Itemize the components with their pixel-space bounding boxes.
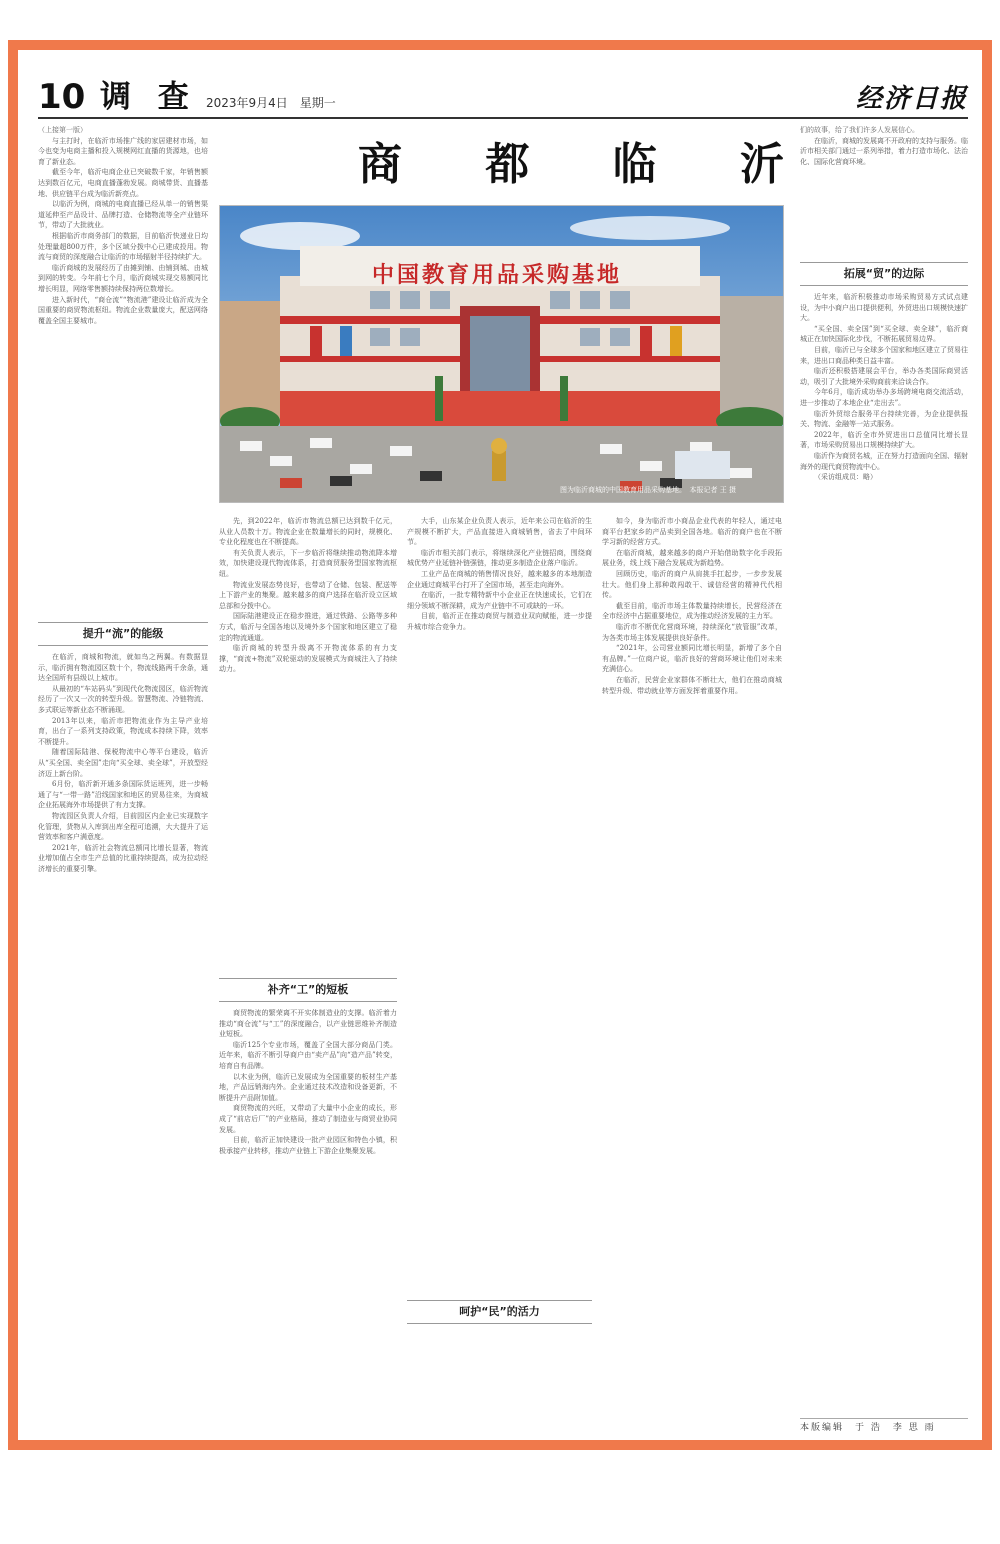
text-column-3 [219,516,397,976]
paragraph: 临沂外贸综合服务平台持续完善，为企业提供报关、物流、金融等一站式服务。 [800,409,968,429]
text-column-6 [602,516,782,1432]
subhead-liu: 提升“流”的能级 [38,622,208,646]
paragraph: 2013年以来，临沂市把物流业作为主导产业培育，出台了一系列支持政策，物流成本持续下降，效率不断提升。 [38,716,208,746]
paragraph: 2021年，临沂社会物流总额同比增长显著，物流业增加值占全市生产总值的比重持续提高，成为拉动经济增长的重要引擎。 [38,843,208,873]
paragraph: 目前，临沂正加快建设一批产业园区和特色小镇，积极承接产业转移，推动产业链上下游企业集聚发展。 [219,1136,397,1155]
paragraph: 近年来，临沂积极推动市场采购贸易方式试点建设，为中小商户出口提供便利，外贸进出口规模快速扩大。 [800,293,968,323]
paragraph: 临沂商城的发展经历了由摊到铺、由铺到城、由城到网的转变。今年前七个月，临沂商城实现交易额同比增长明显，网络零售额持续保持两位数增长。 [38,263,208,293]
text-column-7a [800,125,968,255]
paragraph: 商贸物流的兴旺，又带动了大量中小企业的成长，形成了“前店后厂”的产业格局，推动了制造业与商贸业协同发展。 [219,1104,397,1134]
paragraph: 工业产品在商城的销售情况良好，越来越多的本地制造企业通过商城平台打开了全国市场，甚至走向海外。 [407,569,592,589]
paragraph: 临沂商城的转型升级离不开物流体系的有力支撑，“商流+物流”双轮驱动的发展模式为商城注入了持续动力。 [219,644,397,674]
paragraph: 6月份，临沂新开通多条国际货运班列，进一步畅通了与“一带一路”沿线国家和地区的贸易往来，为商城企业拓展海外市场提供了有力支撑。 [38,780,208,810]
paragraph: 有关负责人表示，下一步临沂将继续推动物流降本增效，加快建设现代物流体系，打造商贸服务型国家物流枢纽。 [219,548,397,578]
paragraph: 临沂125个专业市场，覆盖了全国大部分商品门类。近年来，临沂不断引导商户由“卖产品”向“造产品”转变，培育自有品牌。 [219,1040,397,1070]
paragraph: 随着国际陆港、保税物流中心等平台建设，临沂从“买全国、卖全国”走向“买全球、卖全球”，开放型经济迈上新台阶。 [38,748,208,778]
paragraph: 根据临沂市商务部门的数据，目前临沂快递业日均处理量超800万件，多个区域分拨中心已建成投用。物流与商贸的深度融合让临沂的市场辐射半径持续扩大。 [38,231,208,262]
paragraph: 在临沂，一批专精特新中小企业正在快速成长，它们在细分领域不断深耕，成为产业链中不可或缺的一环。 [407,591,592,610]
header-rule [38,117,968,119]
paragraph: 进入新时代，“商仓流”“物流港”建设让临沂成为全国重要的商贸物流枢纽。物流企业数量庞大，配送网络覆盖全国主要城市。 [38,295,208,325]
paragraph: 今年6月，临沂成功举办多场跨境电商交流活动，进一步推动了本地企业“走出去”。 [800,388,968,407]
paragraph: “2021年，公司营业额同比增长明显，新增了多个自有品牌。”一位商户说，临沂良好的营商环境让他们对未来充满信心。 [602,644,782,674]
photo-illustration [220,206,783,502]
subhead-mao: 拓展“贸”的边际 [800,262,968,286]
text-column-2 [38,652,208,1432]
paragraph: 在临沂，商城的发展离不开政府的支持与服务。临沂市相关部门通过一系列举措，着力打造市场化、法治化、国际化营商环境。 [800,136,968,166]
paragraph: 物流业发展态势良好，也带动了仓储、包装、配送等上下游产业的集聚。越来越多的商户选择在临沂设立区域总部和分拨中心。 [219,580,397,610]
photo-caption: 图为临沂商城的中国教育用品采购基地。 本报记者 王 摄 [560,486,736,494]
subhead-gong: 补齐“工”的短板 [219,978,397,1002]
text-column-7b [800,292,968,1412]
section-title: 调 查 [100,79,197,115]
paragraph: “买全国、卖全国”到“买全球、卖全球”，临沂商城正在加快国际化步伐，不断拓展贸易边界。 [800,324,968,344]
paragraph: 2022年，临沂全市外贸进出口总值同比增长显著，市场采购贸易出口规模持续扩大。 [800,430,968,450]
paragraph: 临沂还积极搭建展会平台，举办各类国际商贸活动，吸引了大批境外采购商前来洽谈合作。 [800,367,968,386]
paragraph: 在临沂商城，越来越多的商户开始借助数字化手段拓展业务，线上线下融合发展成为新趋势。 [602,548,782,568]
paragraph: 从最初的“车站码头”到现代化物流园区，临沂物流经历了一次又一次的转型升级。智慧物流、冷链物流、多式联运等新业态不断涌现。 [38,684,208,714]
paragraph: 国际陆港建设正在稳步推进，通过铁路、公路等多种方式，临沂与全国各地以及境外多个国家和地区建立了稳定的物流通道。 [219,612,397,642]
page-header [38,78,968,116]
paragraph: 临沂市不断优化营商环境，持续深化“放管服”改革，为各类市场主体发展提供良好条件。 [602,622,782,642]
newspaper-masthead: 经济日报 [855,84,968,114]
photo-building-sign: 中国教育用品采购基地 [371,263,622,288]
subhead-min: 呵护“民”的活力 [407,1300,592,1324]
paragraph: 临沂作为商贸名城，正在努力打造面向全国、辐射海外的现代商贸物流中心。 [800,451,968,471]
editor-byline: 本版编辑 于 浩 李 思 雨 [800,1418,968,1437]
paragraph: 商贸物流的繁荣离不开实体制造业的支撑。临沂着力推动“商仓流”与“工”的深度融合，以产业链思维补齐制造业短板。 [219,1009,397,1039]
market-photo [219,205,784,503]
paragraph: 截至目前，临沂市场主体数量持续增长，民营经济在全市经济中占据重要地位，成为推动经济发展的主力军。 [602,601,782,621]
issue-date: 2023年9月4日 星期一 [206,96,336,110]
paragraph: 以木业为例，临沂已发展成为全国重要的板材生产基地，产品远销海内外。企业通过技术改造和设备更新，不断提升产品附加值。 [219,1072,397,1102]
paragraph: 与主打时，在临沂市场推广线的家居建材市场，如今也变为电商主播和投入规模网红直播的货源地，也培育了新业态。 [38,136,208,166]
paragraph: 在临沂，民营企业家群体不断壮大，他们在推动商城转型升级、带动就业等方面发挥着重要作用。 [602,675,782,695]
paragraph: 大手，山东某企业负责人表示，近年来公司在临沂的生产规模不断扩大，产品直接进入商城销售，省去了中间环节。 [407,517,592,547]
paragraph: 回顾历史，临沂的商户从肩挑手扛起步，一步步发展壮大。他们身上那种敢闯敢干、诚信经营的精神代代相传。 [602,569,782,600]
continuation-note: （上接第一版） [38,126,87,134]
paragraph: （采访组成员：略） [814,473,877,482]
paragraph: 们的故事，给了我们许多人发展信心。 [800,126,919,134]
paragraph: 以临沂为例，商城的电商直播已经从单一的销售渠道延伸至产品设计、品牌打造、仓储物流等全产业链环节，带动了大批就业。 [38,200,208,230]
paragraph: 目前，临沂已与全球多个国家和地区建立了贸易往来，进出口商品种类日益丰富。 [800,345,968,365]
paragraph: 先，到2022年，临沂市物流总额已达到数千亿元，从业人员数十万。物流企业在数量增长的同时，规模化、专业化程度也在不断提高。 [219,517,397,547]
paragraph: 如今，身为临沂市小商品企业代表的年轻人，通过电商平台把家乡的产品卖到全国各地。临沂的商户也在不断学习新的经营方式。 [602,517,782,547]
article-title: 商 都 临 沂 [358,139,818,190]
paragraph: 截至今年，临沂电商企业已突破数千家，年销售额达到数百亿元，电商直播蓬勃发展。商城带货、直播基地、供应链平台成为临沂新亮点。 [38,168,208,198]
text-column-1 [38,125,208,622]
page-number: 10 [38,77,86,117]
text-column-5 [407,516,592,1296]
text-column-4 [219,1008,397,1432]
paragraph: 临沂市相关部门表示，将继续深化产业链招商，围绕商城优势产业延链补链强链，推动更多制造企业落户临沂。 [407,548,592,568]
paragraph: 在临沂，商城和物流，就如鸟之两翼。有数据显示，临沂拥有物流园区数十个，物流线路两千余条，通达全国所有县级以上城市。 [38,653,208,683]
paragraph: 物流园区负责人介绍，目前园区内企业已实现数字化管理，货物从入库到出库全程可追溯，大大提升了运营效率和客户满意度。 [38,811,208,842]
paragraph: 目前，临沂正在推动商贸与制造业双向赋能，进一步提升城市综合竞争力。 [407,612,592,631]
